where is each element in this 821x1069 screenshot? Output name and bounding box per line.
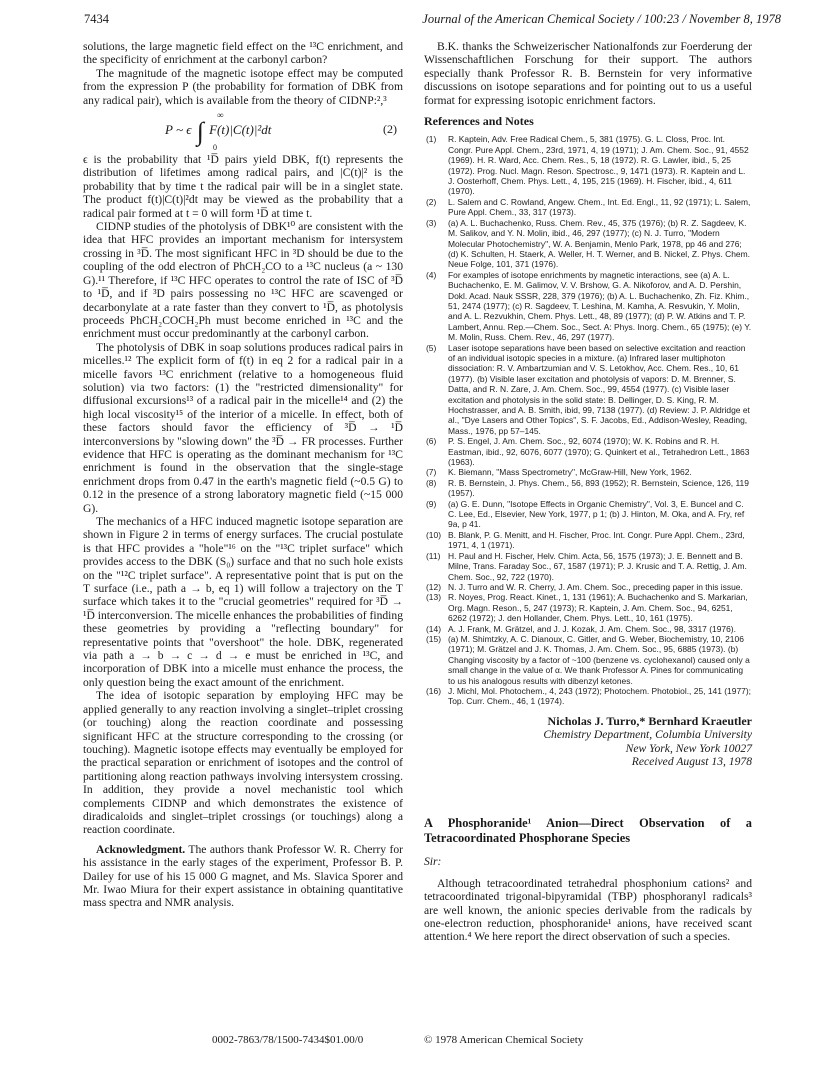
equation-integrand: F(t)|C(t)|²dt bbox=[209, 122, 272, 138]
reference-number: (5) bbox=[426, 342, 437, 353]
upper-limit: ∞ bbox=[217, 110, 224, 121]
reference-text: A. J. Frank, M. Grätzel, and J. J. Kozak, J. Am. Chem. Soc., 98, 3317 (1976). bbox=[448, 623, 736, 634]
reference-number: (15) bbox=[426, 633, 442, 644]
paragraph: Although tetracoordinated tetrahedral phosphonium cations² and tetracoordinated trigonal-bipyramidal (TBP) phosphoranyl radicals³ are well known, the anionic species derivable from the radicals by one-electron reduction, phosphoranide¹ anions, have received scant attention.⁴ We here report the direct observation of such a species. bbox=[424, 876, 752, 944]
reference-number: (7) bbox=[426, 467, 437, 478]
running-header bbox=[84, 12, 781, 30]
authors: Nicholas J. Turro,* Bernhard Kraeutler bbox=[547, 713, 752, 728]
reference-number: (9) bbox=[426, 498, 437, 509]
signature-block bbox=[424, 715, 752, 769]
reference-text: K. Biemann, "Mass Spectrometry", McGraw-Hill, New York, 1962. bbox=[448, 467, 692, 478]
footer-copyright: © 1978 American Chemical Society bbox=[424, 1034, 584, 1046]
lower-limit: 0 bbox=[213, 143, 217, 153]
reference-item bbox=[424, 467, 752, 477]
reference-text: For examples of isotope enrichments by magnetic interactions, see (a) A. L. Buchachenko, E. M. Galimov, V. V. Brshow, G. A. Nikoforov, and A. D. Pershin, Dokl. Acad. Nauk SSSR, 228, 379 (1976); (b) A. L. Buchachenko, Zh. Fiz. Khim., 51, 2474 (1977); (c) R. Sagdeev, T. Leshina, M. Kamha, A. Resvukin, Y. Molin, and A. L. Rezvukhin, Chem. Phys. Lett., 48, 89 (1977); (d) P. W. Atkins and T. P. Lambert, Annu. Rep.—Chem. Soc., Sect. A: Phys. Inorg. Chem., 65 (1975); (e) Y. M. Molin, Russ. Chem. Rev., 46, 297 (1977). bbox=[448, 269, 752, 343]
footer-code: 0002-7863/78/1500-7434$01.00/0 bbox=[212, 1034, 364, 1046]
reference-number: (2) bbox=[426, 196, 437, 207]
acknowledgment-text: The authors thank Professor W. R. Cherry for his assistance in the early stages of the experiment, Professor B. P. Dailey for use of his 15 000 G magnet, and Ms. Slavica Sporer and Mr. Iwao Miura for their expert assistance in obtaining quantitative mass spectra and NMR analysis. bbox=[83, 842, 403, 910]
reference-item bbox=[424, 582, 752, 592]
reference-number: (12) bbox=[426, 581, 442, 592]
reference-number: (6) bbox=[426, 436, 437, 447]
reference-item bbox=[424, 218, 752, 270]
reference-text: Laser isotope separations have been based on selective excitation and reaction of an individual isotopic species in a mixture. (a) Infrared laser multiphoton dissociation: R. V. Ambartzumian and V. S. Letokhov, Acc. Chem. Res., 10, 61 (1977). (b) Visible laser excitation and photolysis of vapors: D. M. Brenner, S. Datta, and R. N. Zare, J. Am. Chem. Soc., 99, 4554 (1977). (c) Visible laser excitation and photolysis in the solid state: B. Dellinger, D. S. King, R. M. Hochstrasser, and A. B. Smith, ibid, 99, 7138 (1977). (d) Review: J. P. Aldridge et al., "Dye Lasers and Other Topics", S. F. Jacobs, Ed., Addison-Wesley, Reading, Mass., 1976, pp 57–145. bbox=[448, 342, 750, 436]
reference-text: (a) M. Shimtzky, A. C. Dianoux, C. Gitler, and G. Weber, Biochemistry, 10, 2106 (1971); M. Grätzel and J. K. Thomas, J. Am. Chem. Soc., 95, 6885 (1973). (b) Changing viscosity by a factor of ~100 (benzene vs. cyclohexanol) caused only a small change in the value of α. We thank Professor A. Pines for communicating to us his analogous results with dibenzyl ketones. bbox=[448, 633, 750, 686]
reference-text: J. Michl, Mol. Photochem., 4, 243 (1972); Photochem. Photobiol., 25, 141 (1977); Top. Curr. Chem., 46, 1 (1974). bbox=[448, 685, 751, 707]
reference-number: (13) bbox=[426, 592, 442, 603]
reference-number: (10) bbox=[426, 529, 442, 540]
article-title: A Phosphoranide¹ Anion—Direct Observation of a Tetracoordinated Phosphorane Species bbox=[424, 816, 752, 845]
reference-text: R. B. Bernstein, J. Phys. Chem., 56, 893 (1952); R. Bernstein, Science, 126, 119 (1957). bbox=[448, 477, 749, 499]
reference-item bbox=[424, 634, 752, 686]
reference-item bbox=[424, 624, 752, 634]
reference-item bbox=[424, 436, 752, 467]
reference-text: R. Kaptein, Adv. Free Radical Chem., 5, 381 (1975). G. L. Closs, Proc. Int. Congr. Pure Appl. Chem., 23rd, 1971, 4, 19 (1971); J. Am. Chem. Soc., 91, 4552 (1969). H. R. Ward, Acc. Chem. Res., 5, 18 (1972). R. G. Lawler, ibid., 5, 25 (1972). Prog. Nucl. Magn. Reson. Spectrosc., 9, 1471 (1973). R. Kaptein and L. J. Oosterhoff, Chem. Phys. Lett., 4, 195, 215 (1969). H. Fischer, ibid., 4, 611 (1970). bbox=[448, 134, 749, 197]
reference-item bbox=[424, 478, 752, 499]
paragraph: ϵ is the probability that ¹D̅ pairs yield DBK, f(t) represents the distribution of lifetimes among radical pairs, and |C(t)|² is the probability that by time t the radical pair will be in a singlet state. The product f(t)|C(t)|²dt may be viewed as the probability that a radical pair formed at t = 0 will form ¹D̅ at time t. bbox=[83, 153, 403, 220]
reference-number: (14) bbox=[426, 623, 442, 634]
reference-item bbox=[424, 134, 752, 196]
reference-text: P. S. Engel, J. Am. Chem. Soc., 92, 6074 (1970); W. K. Robins and R. H. Eastman, ibid., 92, 6076, 6077 (1970); G. Quinkert et al., Tetrahedron Lett., 1863 (1963). bbox=[448, 436, 750, 468]
reference-number: (4) bbox=[426, 269, 437, 280]
left-column bbox=[83, 40, 403, 910]
paragraph: The idea of isotopic separation by employing HFC may be applied generally to any reaction involving a singlet–triplet crossing (or touching) along the reaction coordinate and possessing significant HFC at the structure corresponding to the crossing (or touching). Magnetic isotope effects may eventually be employed for the practical separation or enrichment of isotopes and the control of partitioning along reaction pathways involving intersystem crossing. In addition, they provide a novel mechanistic tool which complements CIDNP and which demonstrates the existence of diradicaloids and singlet–triplet crossings (or touchings) along a reaction coordinate. bbox=[83, 689, 403, 837]
reference-item bbox=[424, 530, 752, 551]
acknowledgment bbox=[83, 843, 403, 910]
paragraph: solutions, the large magnetic field effect on the ¹³C enrichment, and the specificity of enrichment at the carbonyl carbon? bbox=[83, 40, 403, 67]
reference-text: B. Blank, P. G. Menitt, and H. Fischer, Proc. Int. Congr. Pure Appl. Chem., 23rd, 1971, 4, 1 (1971). bbox=[448, 529, 745, 551]
journal-title: Journal of the American Chemical Society / 100:23 / November 8, 1978 bbox=[422, 12, 781, 26]
reference-item bbox=[424, 343, 752, 437]
reference-item bbox=[424, 499, 752, 530]
reference-text: (a) G. E. Dunn, "Isotope Effects in Organic Chemistry", Vol. 3, E. Buncel and C. C. Lee, Ed., Elsevier, New York, 1977, p 1; (b) J. Hinton, M. Oka, and A. Fry, ref 9a, p 41. bbox=[448, 498, 745, 530]
paragraph: The photolysis of DBK in soap solutions produces radical pairs in micelles.¹² The explicit form of f(t) in eq 2 for a radical pair in a micelle favors ¹³C enrichment (relative to a homogeneous fluid solution) via two factors: (1) the "restricted dimensionality" for diffusional excursions¹³ of a radical pair in the micelle¹⁴ and (2) the high local viscosity¹⁵ of the interior of a micelle. In effect, both of these factors should favor the efficiency of ³D̅ → ¹D̅ interconversions by "slowing down" the ³D̅ → FR processes. Further evidence that HFC is operating as the dominant mechanism for ¹³C enrichment is found in the observation that the single-stage enrichment drops from 0.47 in the earth's magnetic field (~0.5 G) to 0.12 in the presence of a strong laboratory magnetic field (~15 000 G). bbox=[83, 340, 403, 515]
paragraph: The mechanics of a HFC induced magnetic isotope separation are shown in Figure 2 in terms of energy surfaces. The crucial postulate is that HFC provides a "hole"¹⁶ on the "¹³C triplet surface" which provides access to the DBK (S₀) surface and that no such hole exists on the "¹²C triplet surface". A representative point that is put on the T surface (i.e., path a → b, eq 1) will follow a trajectory on the T surface which takes it to the "crucial geometries" required for ³D̅ → ¹D̅ interconversion. The micelle enhances the probabilities of finding these geometries by providing a "reflecting boundary" for representative points that "overshoot" the hole. DBK, regenerated via path a → b → c → d → e must be enriched in ¹³C, and incorporation of DBK into a micelle must enhance the process, the only question being the exact amount of the enrichment. bbox=[83, 515, 403, 689]
reference-item bbox=[424, 197, 752, 218]
affiliation: Chemistry Department, Columbia University bbox=[543, 728, 752, 742]
reference-text: N. J. Turro and W. R. Cherry, J. Am. Chem. Soc., preceding paper in this issue. bbox=[448, 581, 743, 592]
reference-number: (3) bbox=[426, 217, 437, 228]
salutation: Sir: bbox=[424, 855, 442, 869]
equation-2 bbox=[83, 110, 403, 153]
reference-item bbox=[424, 270, 752, 343]
equation-number: (2) bbox=[383, 122, 397, 137]
references-list bbox=[424, 134, 752, 706]
acknowledgment-label: Acknowledgment. bbox=[96, 842, 186, 856]
reference-item bbox=[424, 686, 752, 707]
reference-text: R. Noyes, Prog. React. Kinet., 1, 131 (1961); A. Buchachenko and S. Markarian, Org. Magn. Reson., 5, 247 (1973); R. Kaptein, J. Am. Chem. Soc., 94, 6251, 6262 (1972); J. den Hollander, Chem. Phys. Lett., 10, 161 (1975). bbox=[448, 592, 748, 624]
reference-number: (1) bbox=[426, 134, 437, 145]
reference-text: H. Paul and H. Fischer, Helv. Chim. Acta, 56, 1575 (1973); J. E. Bennett and B. Milne, Trans. Faraday Soc., 67, 1587 (1971); P. J. Krusic and T. A. Rettig, J. Am. Chem. Soc., 92, 722 (1970). bbox=[448, 550, 747, 582]
paragraph: CIDNP studies of the photolysis of DBK¹⁰ are consistent with the idea that HFC provides an important mechanism for intersystem crossing in ³D̅. The most significant HFC in ³D should be due to the coupling of the odd electron of PhCH₂CO to a ¹³C nucleus (a ~ 130 G).¹¹ Therefore, if ¹³C HFC operates to control the rate of ISC of ³D̅ to ¹D̅, and if ³D pairs possessing no ¹³C HFC are scavenged or decarbonylate at a rate faster than they convert to ¹D̅, as photolysis proceeds PhCH₂COCH₂Ph must become enriched in ¹³C and the enrichment must occur predominantly at the carbonyl carbon. bbox=[83, 220, 403, 341]
right-column bbox=[424, 40, 752, 944]
references-heading: References and Notes bbox=[424, 114, 534, 129]
equation-lhs: P ~ ϵ bbox=[165, 122, 192, 138]
reference-text: (a) A. L. Buchachenko, Russ. Chem. Rev., 45, 375 (1976); (b) R. Z. Sagdeev, K. M. Salikov, and Y. N. Molin, ibid., 46, 297 (1977); (c) N. J. Turro, "Modern Molecular Photochemistry", W. A. Benjamin, Menlo Park, 1978, pp 46 and 276; (d) K. Schulten, H. Staerk, A. Weller, H. T. Werner, and B. Nickel, Z. Phys. Chem. Neue Folge, 101, 371 (1976). bbox=[448, 217, 750, 270]
reference-number: (16) bbox=[426, 685, 442, 696]
paragraph: B.K. thanks the Schweizerischer Nationalfonds zur Foerderung der Wissenschaftlichen Forschung for their support. The authors especially thank Professor R. B. Bernstein for very informative discussions on isotope separations and for pointing out to us a useful format for expressing isotopic enrichment factors. bbox=[424, 40, 752, 107]
reference-item bbox=[424, 592, 752, 623]
reference-text: L. Salem and C. Rowland, Angew. Chem., Int. Ed. Engl., 11, 92 (1971); L. Salem, Pure Appl. Chem., 33, 317 (1973). bbox=[448, 196, 751, 218]
reference-number: (8) bbox=[426, 477, 437, 488]
received-date: Received August 13, 1978 bbox=[631, 755, 752, 768]
affiliation-city: New York, New York 10027 bbox=[625, 741, 752, 755]
integral-sign: ∫ bbox=[196, 117, 204, 147]
page-number: 7434 bbox=[84, 12, 109, 26]
reference-number: (11) bbox=[426, 550, 441, 561]
reference-item bbox=[424, 551, 752, 582]
paragraph: The magnitude of the magnetic isotope effect may be computed from the expression P (the probability for formation of DBK from any radical pair), which is available from the theory of CIDNP:²,³ bbox=[83, 66, 403, 107]
